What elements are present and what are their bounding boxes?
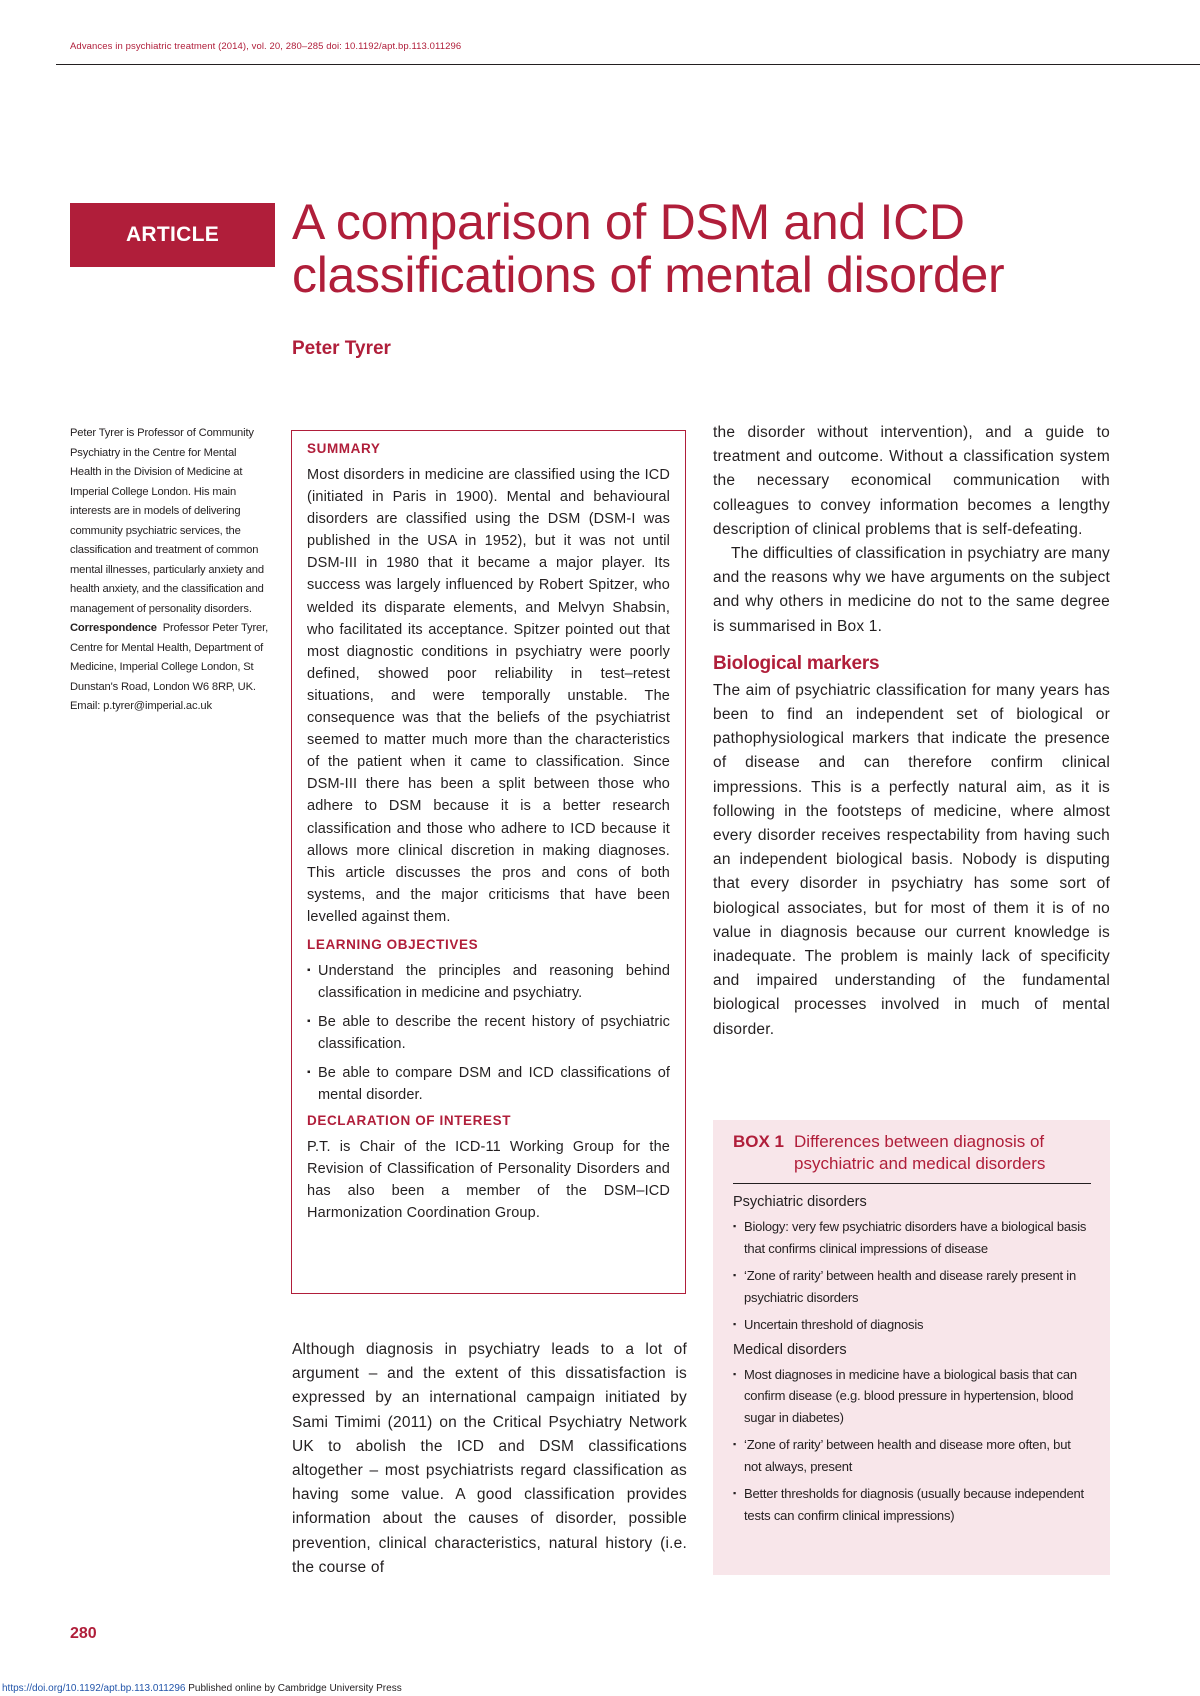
summary-heading: SUMMARY xyxy=(307,441,381,456)
published-note: Published online by Cambridge University Press xyxy=(185,1683,402,1694)
body-paragraph: The aim of psychiatric classification for many years has been to find an independent set of biological or pathophysiological markers that indicate the presence of disease and can therefore confirm clinical impressions. This is a perfectly natural aim, as it is following in the footsteps of medicine, where almost every disorder receives respectability from having such an independent biological basis. Nobody is disputing that every disorder in psychiatry has some sort of biological associates, but for most of them it is of no value in diagnosis because our current knowledge is inadequate. The problem is mainly lack of specificity and impaired understanding of the fundamental biological processes involved in much of mental disorder. xyxy=(713,681,1110,1038)
declaration-text: P.T. is Chair of the ICD-11 Working Group for the Revision of Classification of Personality Disorders and has also been a member of the DSM–ICD Harmonization Coordination Group. xyxy=(307,1138,670,1222)
box1-med-list xyxy=(733,1364,1091,1527)
correspondence-label: Correspondence xyxy=(70,622,157,634)
running-head: Advances in psychiatric treatment (2014), vol. 20, 280–285 doi: 10.1192/apt.bp.113.011296 xyxy=(70,41,462,52)
box1-item: ▪ Most diagnoses in medicine have a biological basis that can confirm disease (e.g. blood pressure in hypertension, blood sugar in diabetes) xyxy=(733,1364,1091,1429)
objectives-list xyxy=(307,960,670,1106)
objectives-heading: LEARNING OBJECTIVES xyxy=(307,936,479,952)
box1-item: ▪ Better thresholds for diagnosis (usually because independent tests can confirm clinical impressions) xyxy=(733,1483,1091,1526)
correspondence-text: Professor Peter Tyrer, Centre for Mental Health, Department of Medicine, Imperial College London, St Dunstan's Road, London W6 8RP, UK. Email: p.tyrer@imperial.ac.uk xyxy=(70,622,269,712)
intro-paragraph: Although diagnosis in psychiatry leads to a lot of argument – and the extent of this dissatisfaction is expressed by an international campaign initiated by Sami Timimi (2011) on the Critical Psychiatry Network UK to abolish the ICD and DSM classifications altogether – most psychiatrists regard classification as having some value. A good classification provides information about the causes of disorder, possible prevention, clinical characteristics, natural history (i.e. the course of xyxy=(292,1341,687,1576)
box1-item: ▪ ‘Zone of rarity’ between health and disease rarely present in psychiatric disorders xyxy=(733,1265,1091,1308)
bio-text: Peter Tyrer is Professor of Community Psychiatry in the Centre for Mental Health in the Division of Medicine at Imperial College London. His main interests are in models of delivering community psychiatric services, the classification and treatment of common mental illnesses, particularly anxiety and health anxiety, and the classification and management of personality disorders. xyxy=(70,427,264,615)
body-paragraph: the disorder without intervention), and a guide to treatment and outcome. Without a classification system the necessary economical communication with colleagues to convey information becomes a lengthy description of clinical problems that is self-defeating. xyxy=(713,424,1110,538)
doi-footer xyxy=(2,1683,402,1694)
box1-label: BOX 1 xyxy=(733,1132,785,1151)
box1-item: ▪ Uncertain threshold of diagnosis xyxy=(733,1314,1091,1336)
body-paragraph: The difficulties of classification in psychiatry are many and the reasons why we have arguments on the subject and why others in medicine do not to the same degree is summarised in Box 1. xyxy=(713,545,1110,635)
objective-item: ▪ Be able to describe the recent history of psychiatric classification. xyxy=(307,1011,670,1055)
box1-rule xyxy=(733,1183,1091,1184)
article-title: A comparison of DSM and ICD classifications of mental disorder xyxy=(292,194,1005,303)
box1-item: ▪ Biology: very few psychiatric disorders have a biological basis that confirms clinical impressions of disease xyxy=(733,1216,1091,1259)
page-number: 280 xyxy=(70,1625,97,1642)
correspondence xyxy=(70,619,270,717)
box1-header xyxy=(733,1131,1091,1175)
section-heading: Biological markers xyxy=(713,652,880,674)
box1-title: Differences between diagnosis of psychiatric and medical disorders xyxy=(794,1132,1046,1173)
author-name: Peter Tyrer xyxy=(292,338,391,359)
box1-item: ▪ ‘Zone of rarity’ between health and disease more often, but not always, present xyxy=(733,1434,1091,1477)
box1-psych-heading: Psychiatric disorders xyxy=(733,1194,867,1210)
box1-med-heading: Medical disorders xyxy=(733,1341,847,1358)
box-1 xyxy=(713,1120,1110,1575)
declaration-heading: DECLARATION OF INTEREST xyxy=(307,1112,512,1128)
doi-link[interactable]: https://doi.org/10.1192/apt.bp.113.011296 xyxy=(2,1683,186,1694)
header-rule xyxy=(56,64,1200,65)
article-type-tab: ARTICLE xyxy=(70,203,275,267)
author-bio xyxy=(70,424,270,717)
box1-psych-list xyxy=(733,1216,1091,1336)
objective-item: ▪ Understand the principles and reasoning behind classification in medicine and psychiatry. xyxy=(307,960,670,1004)
right-column xyxy=(713,421,1110,1042)
objective-item: ▪ Be able to compare DSM and ICD classifications of mental disorder. xyxy=(307,1062,670,1106)
summary-box xyxy=(291,430,686,1294)
summary-text: Most disorders in medicine are classified using the ICD (initiated in Paris in 1900). Mental and behavioural disorders are classified using the DSM (DSM-I was published in the USA in 1952), but it was not until DSM-III in 1980 that it became a major player. Its success was largely influenced by Robert Spitzer, who welded its disparate elements, and Melvyn Shabsin, who facilitated its acceptance. Spitzer pointed out that most diagnostic conditions in psychiatry were poorly defined, showed poor reliability in test–retest situations, and were temporally unstable. The consequence was that the beliefs of the psychiatrist seemed to matter much more than the characteristics of the patient when it came to classification. Since DSM-III there has been a split between those who adhere to DSM because it is a better research classification and those who adhere to ICD because it allows more clinical discretion in making diagnoses. This article discusses the pros and cons of both systems, and the major criticisms that have been levelled against them. xyxy=(307,467,670,925)
